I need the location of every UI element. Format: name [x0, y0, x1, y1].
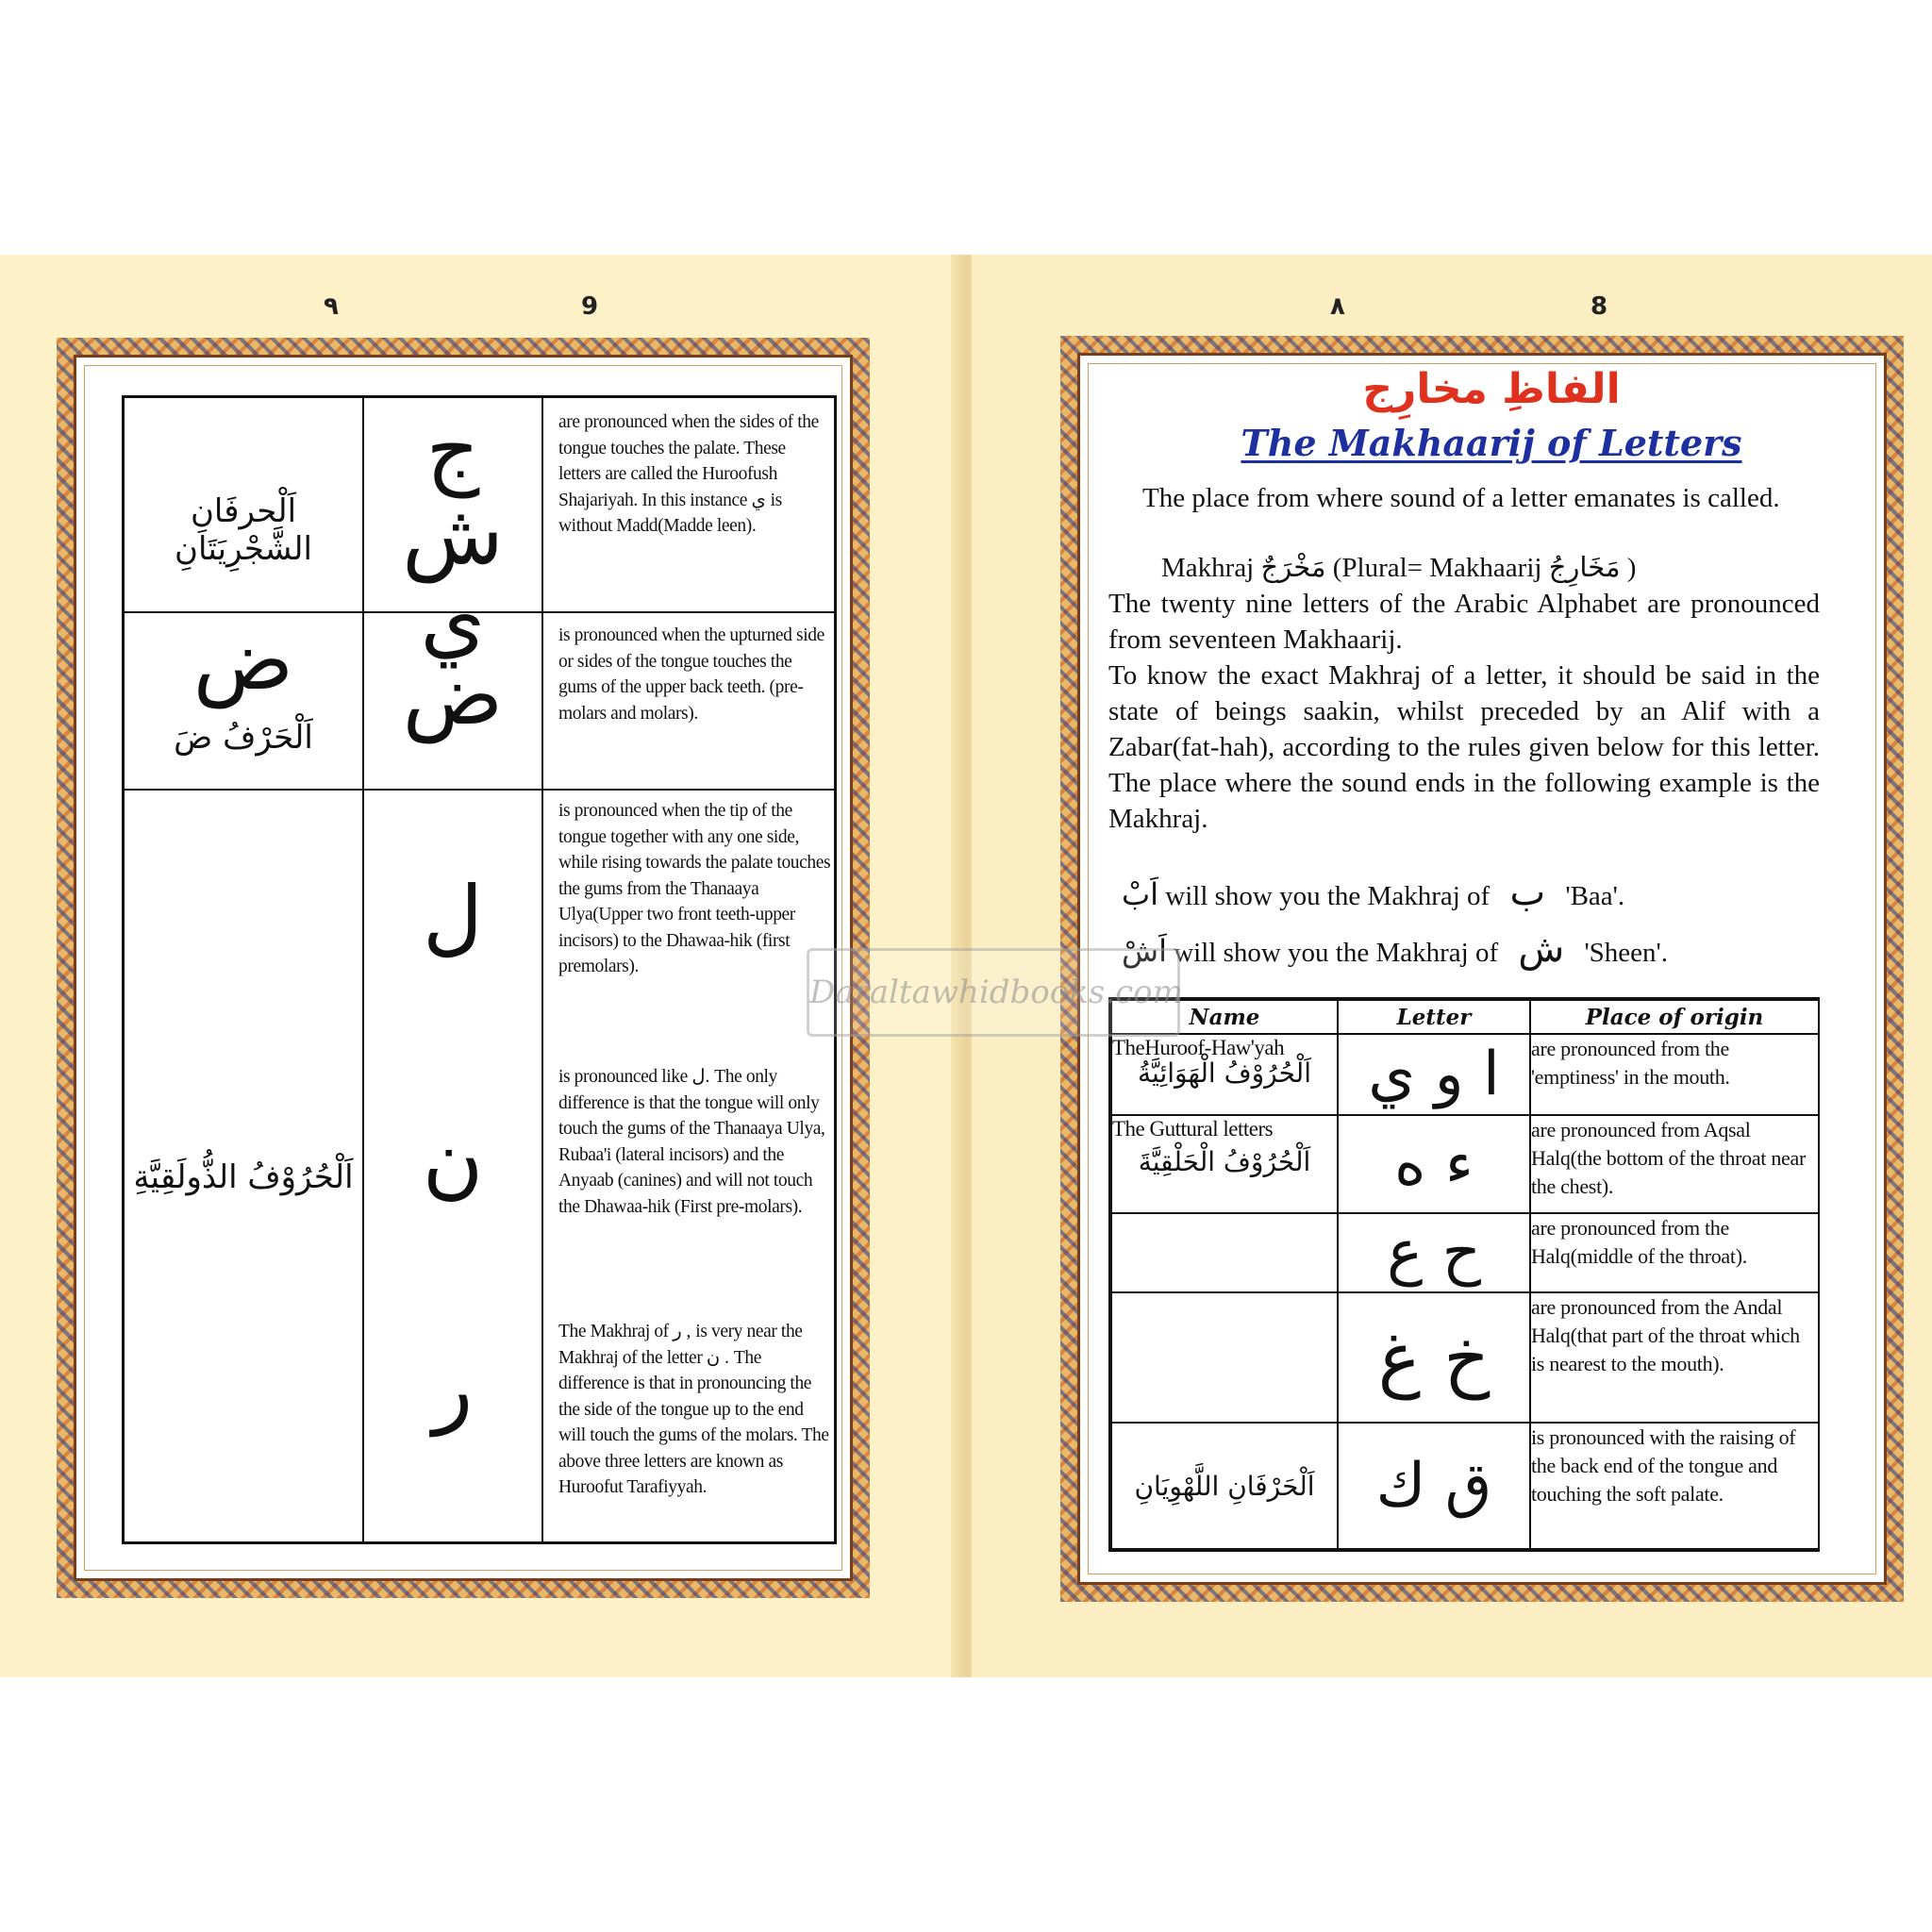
header-origin: Place of origin [1530, 1000, 1819, 1034]
watermark: Daraltawhidbooks.com [807, 948, 1180, 1037]
row-name: اَلْحَرْفُ ضَ [174, 719, 313, 757]
letter-raa: ر [432, 1340, 474, 1437]
example-sheen: اَشْ will show you the Makhraj of ش 'Sheen'. [1122, 927, 1669, 971]
row-letters: ض [402, 646, 504, 743]
header-letter: Letter [1338, 1000, 1530, 1034]
ornamental-border [1060, 336, 1904, 1602]
paragraph-1: The twenty nine letters of the Arabic Alphabet are pronounced from seventeen Makhaarij. [1108, 589, 1820, 655]
page-number-arabic: ٩ [324, 292, 339, 321]
row-name: اَلْحرفَانِ الشَّجْرِيَتَانِ [175, 492, 312, 568]
table-row [1111, 1213, 1819, 1292]
row-origin: are pronounced from the Andal Halq(that part of the throat which is nearest to the mouth). [1530, 1292, 1819, 1423]
page-number-arabic: ٨ [1330, 292, 1345, 321]
row-letters: خ غ [1338, 1292, 1530, 1423]
intro-line-1: The place from where sound of a letter emanates is called. [1142, 483, 1780, 513]
row-description: is pronounced when the tip of the tongue together with any one side, while rising towards the palate touches the gums from the Thanaaya Ulya(Upper two front teeth-upper incisors) to the Dhawaa-hik (first premolars). [558, 801, 831, 976]
page-frame [74, 355, 853, 1581]
page-number: 8 [1591, 292, 1608, 321]
row-letters: ح ع [1338, 1213, 1530, 1292]
row-letters: ق ك [1338, 1423, 1530, 1549]
table-row: The Guttural letters اَلْحُرُوْفُ الْحَلْقِيَّةَ ء ه are pronounced from Aqsal Halq(the bottom of the throat near the chest). [1111, 1115, 1819, 1213]
page-title: The Makhaarij of Letters [1241, 422, 1742, 464]
row-description: is pronounced when the upturned side or sides of the tongue touches the gums of the upper back teeth. (pre-molars and molars). [558, 625, 824, 724]
row-name: اَلْحُرُوْفُ الذُّولَقِيَّةِ [133, 1158, 354, 1196]
makhraj-table-left [122, 395, 837, 1544]
letter-sheen: ش [1518, 927, 1565, 971]
row-description: are pronounced when the sides of the tongue touches the palate. These letters are called the Huroofush Shajariyah. In this instance ي is without Madd(Madde leen). [558, 412, 819, 536]
ornamental-border [57, 338, 870, 1598]
example-word: اَشْ [1122, 933, 1167, 969]
title-arabic: الفاظِ مخارِج [1362, 365, 1621, 413]
letter-baa: ب [1509, 871, 1546, 914]
row-origin: are pronounced from the 'emptiness' in the mouth. [1530, 1034, 1819, 1115]
letter-sheen: ش [402, 486, 504, 583]
row-origin: is pronounced with the raising of the back end of the tongue and touching the soft palate. [1530, 1423, 1819, 1549]
letter-jeem: ج [425, 401, 480, 498]
table-row: اَلْحَرْفَانِ اللَّهْوِيَانِ ق ك is pronounced with the raising of the back end of the tongue and touching the soft palate. [1111, 1423, 1819, 1549]
paragraph-2: To know the exact Makhraj of a letter, it should be said in the state of beings saakin, whilst preceded by an Alif with a Zabar(fat-hah), according to the rules given below for this letter. The place where the sound ends in the following example is the Makhraj. [1108, 660, 1820, 834]
letter-yaa: ي [420, 571, 486, 668]
header-name: Name [1111, 1000, 1338, 1034]
row-origin: are pronounced from the Halq(middle of the throat). [1530, 1213, 1819, 1292]
table-row: TheHuroof-Haw'yah اَلْحُرُوْفُ الْهَوَائِيَّةُ ا و ي are pronounced from the 'emptiness' in the mouth. [1111, 1034, 1819, 1115]
page-frame [1077, 353, 1887, 1585]
makhraj-table [1108, 997, 1820, 1552]
row-letters: ا و ي [1338, 1034, 1530, 1115]
example-baa: اَبْ will show you the Makhraj of ب 'Baa'. [1122, 871, 1625, 914]
row-name-letter: ض [192, 611, 294, 708]
row-description: The Makhraj of ر , is very near the Makhraj of the letter ن . The difference is that in pronouncing the the side of the tongue up to the end will touch the gums of the molars. The above three letters are known as Huroofut Tarafiyyah. [558, 1322, 829, 1497]
letter-laam: ل [423, 868, 483, 965]
row-letters [364, 401, 541, 668]
page-number: 9 [581, 292, 599, 321]
row-description: is pronounced like ل. The only difference is that the tongue will only touch the gums of the Thanaaya Ulya, Rubaa'i (lateral incisors) and the Anyaab (canines) and will not touch the Dhawaa-hik (First pre-molars). [558, 1067, 825, 1217]
row-letters: ء ه [1338, 1115, 1530, 1213]
intro-line-2: Makhraj مَخْرَجٌ (Plural= Makhaarij مَخَارِجُ ) [1161, 553, 1637, 583]
table-row [1111, 1292, 1819, 1423]
example-word: اَبْ [1122, 876, 1159, 912]
row-origin: are pronounced from Aqsal Halq(the bottom of the throat near the chest). [1530, 1115, 1819, 1213]
letter-noon: ن [422, 1111, 484, 1208]
